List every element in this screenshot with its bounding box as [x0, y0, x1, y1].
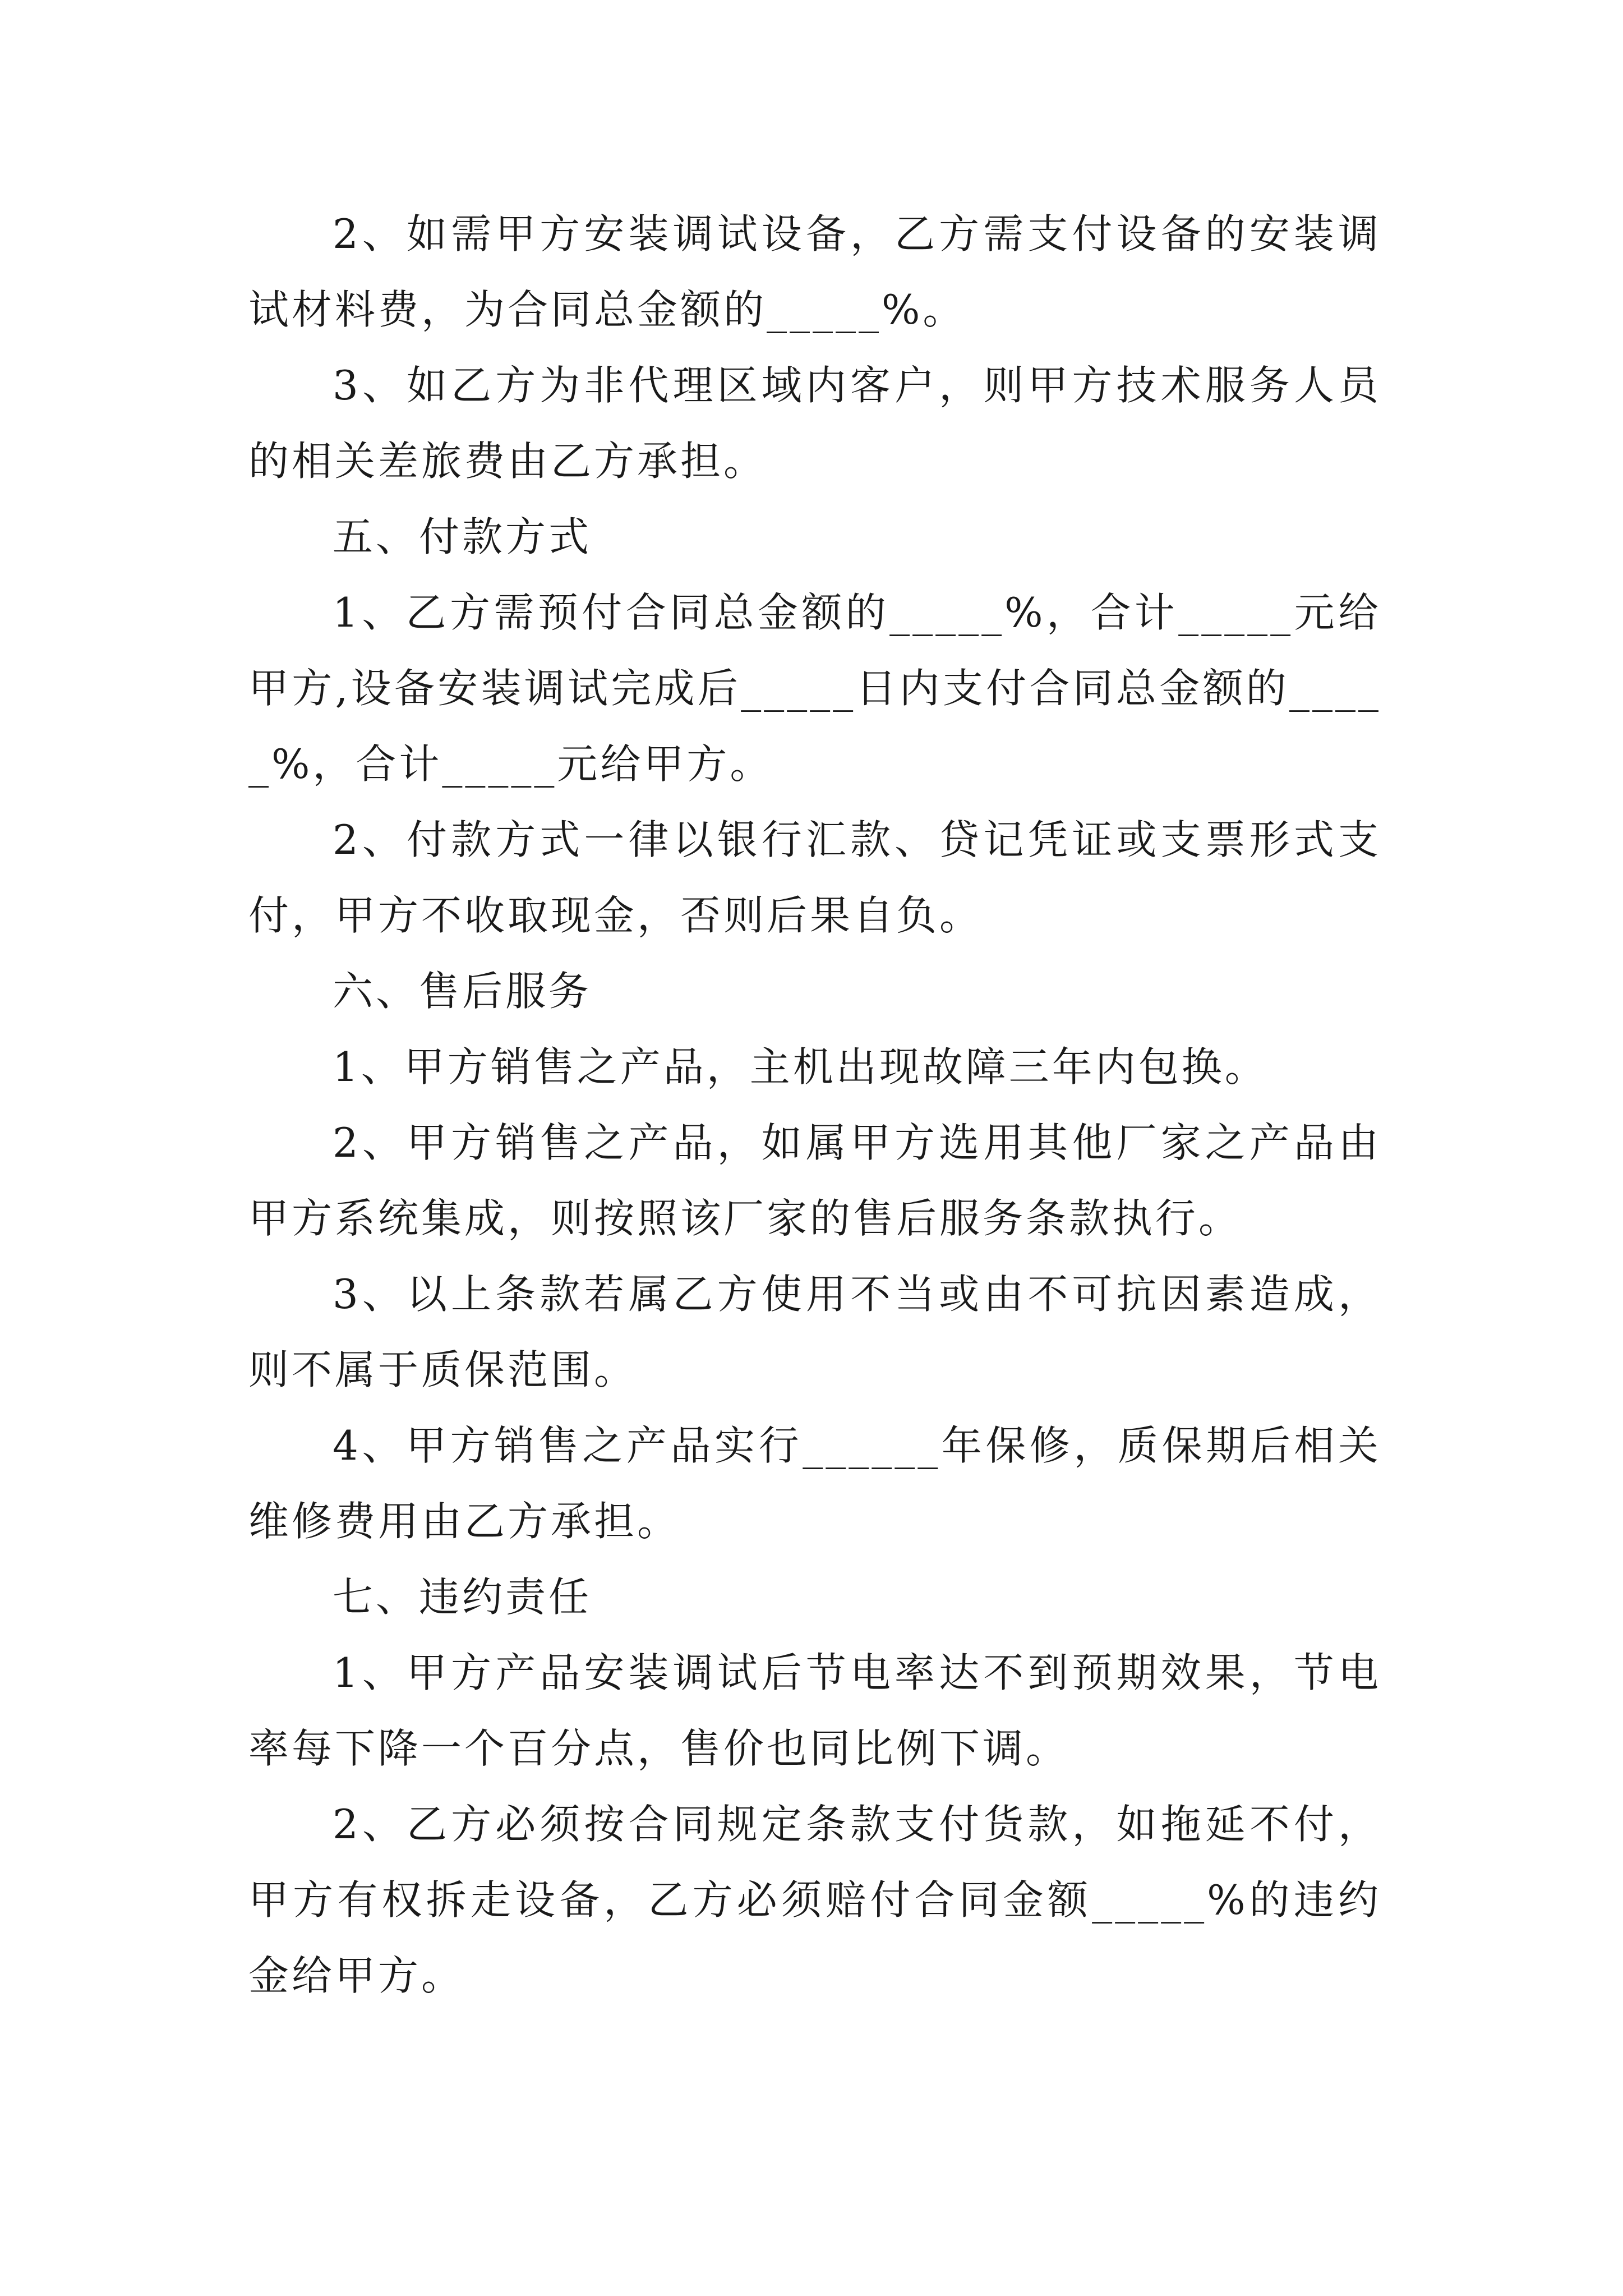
clause-4-2-install-fee: 2、如需甲方安装调试设备，乙方需支付设备的安装调试材料费，为合同总金额的_____%。: [248, 210, 1381, 333]
section-heading-after-sales: 六、售后服务: [333, 968, 592, 1015]
clause-6-2-third-party: 2、甲方销售之产品，如属甲方选用其他厂家之产品由甲方系统集成，则按照该厂家的售后服务条款执行。: [248, 1119, 1381, 1242]
section-heading-breach: 七、违约责任: [333, 1573, 592, 1621]
clause-4-3-travel-expense: 3、如乙方为非代理区域内客户，则甲方技术服务人员的相关差旅费由乙方承担。: [248, 362, 1381, 485]
clause-6-4-warranty-period: 4、甲方销售之产品实行______年保修，质保期后相关维修费用由乙方承担。: [248, 1422, 1381, 1545]
clause-7-1-savings-rate: 1、甲方产品安装调试后节电率达不到预期效果，节电率每下降一个百分点，售价也同比例下调。: [248, 1649, 1381, 1772]
clause-5-1-prepayment: 1、乙方需预付合同总金额的_____%，合计_____元给甲方,设备安装调试完成后_____日内支付合同总金额的_____%，合计_____元给甲方。: [248, 589, 1381, 788]
section-heading-payment: 五、付款方式: [333, 513, 592, 560]
clause-6-3-exclusions: 3、以上条款若属乙方使用不当或由不可抗因素造成，则不属于质保范围。: [248, 1271, 1381, 1393]
clause-6-1-replacement: 1、甲方销售之产品，主机出现故障三年内包换。: [333, 1043, 1268, 1091]
document-body: [248, 196, 1381, 2014]
clause-5-2-payment-method: 2、付款方式一律以银行汇款、贷记凭证或支票形式支付，甲方不收取现金，否则后果自负。: [248, 816, 1381, 939]
clause-7-2-late-payment: 2、乙方必须按合同规定条款支付货款，如拖延不付，甲方有权拆走设备，乙方必须赔付合同金额_____%的违约金给甲方。: [248, 1801, 1381, 1999]
